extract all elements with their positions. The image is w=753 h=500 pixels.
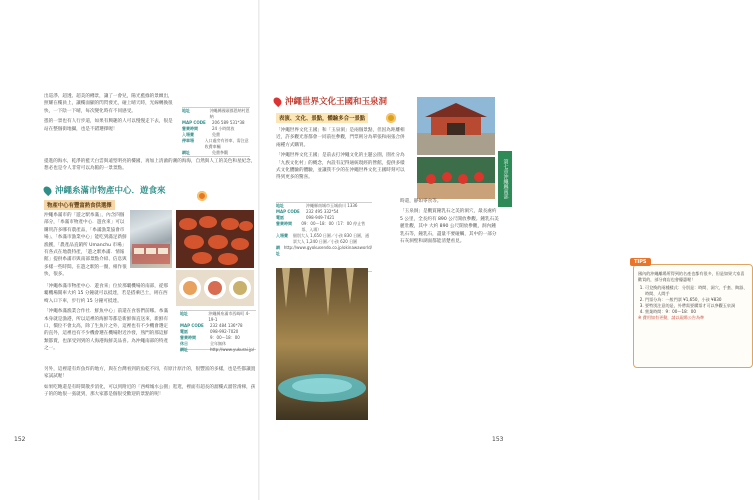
intro-paragraph-2: 憑的一景也有人行步道，如果有興趣的人可以慢慢走下去，很是站在整個街地攝，也是不錯選擇喔！ <box>44 119 173 132</box>
info-row: 營業時間 09：00～18：00（17：00 停止售票、入場） <box>276 221 366 232</box>
right-section-title: 沖繩世界文化王國和玉泉洞 <box>274 97 434 107</box>
kingdom-gate-illustration <box>417 97 495 155</box>
page-number-right: 153 <box>492 436 504 443</box>
tips-header: TIPS <box>630 258 651 266</box>
tips-list-item: 2. 門票分為：一般門票 ¥1,650，小孩 ¥830 <box>645 297 748 303</box>
info-row: MAP CODE 232 495 332*54 <box>276 209 339 214</box>
cave-photo <box>276 268 368 420</box>
right-page <box>260 0 748 500</box>
left-section-body-2: 「沖繩糸滿市物產中心．遊食來」位於那覇機場的南部，從那覇機場開車大約 15 分鐘就可以抵達，若是搭乘巴士，則在西崎入口下車，步行約 15 分鐘可抵達。 「沖繩糸滿漁業合作社．鮮魚中心」前還在食客們前哪。糸滿本身就是漁港，所以這裡的海鮮等都是新鮮保直送來，新鮮有口，價位不會太高，除了生魚片之外，這裡也有不少機會選定的直外，這裡也有不少機會選在機場附近沙發，熟門的那這鮮類都賣，也深受到到的人海港海鮮美品喜。為沖繩南部的特產之一。 <box>44 284 169 352</box>
culture-kingdom-photo <box>417 97 495 155</box>
performance-photo <box>417 157 495 199</box>
left-section-body: 沖繩糸滿市的「遊之駅糸滿」，內含四個部分，「糸滿市物產中心．遊食來」可以購買許多哪有農產品，「糸滿漁業協會市場」、「糸滿市漁業中心」能吃到滿足新鮮漁獲，「農產品直銷所 Umanchu 市場」有各式在地農特產，「遊之駅糸滿．情報館」提供糸滿市與南部景點介紹、信息與多樣一些時間。在遊之駅的一圈，相作很快，很多。 <box>44 213 127 278</box>
tips-list-item: 4. 營業時間：9：00～18：00 <box>645 309 748 315</box>
crab-display-illustration <box>176 210 254 268</box>
info-row: 休日 全年無休 <box>180 341 226 346</box>
flower-icon <box>197 191 207 201</box>
limestone-cave-illustration <box>276 268 368 420</box>
info-row: 地址 沖繩縣糸滿市西崎町 4-19-1 <box>180 311 250 322</box>
right-body-2: 時還，靜如零食等。 「玉泉洞」是觀賞鐘乳石之美的洞穴，最長處約 5 公里，全長約有 890 公尺開放參觀。鍾乳石美麗壯觀，其中 大約 890 公尺開放參觀，洞內鍾乳石等，鐘乳石，盡量不要碰觸，其中的一部分石灰洞壁和湖面都能清楚看見。 <box>400 199 499 245</box>
tips-box <box>633 259 753 368</box>
info-row: 入場費 個別大人 1,650 日圓／小孩 830 日圓，通票大人 1,240 日圓／小孩 620 日圓 <box>276 233 370 244</box>
intro-note: 提進的海水，乾淨的藍天白雲與遠型明亮的樓國，再加上清澈的潮的海海，自然與人工的美色和星紀念，想必也是令人非常可以為館的一景景點。 <box>44 159 256 172</box>
bottom-infobox <box>180 310 256 350</box>
info-row: 營業時間 9：00～18：00 <box>180 335 240 340</box>
top-infobox <box>182 107 250 157</box>
info-row: 停車場 入口處旁有停車，需注意收費車輛 <box>182 138 249 149</box>
tips-list-item: 1. 可兌換的兩種樣式：分別是：時間、洞穴、手套、陶器、時間、人間手 <box>645 285 748 297</box>
info-row: 網址 http://www.yukurai.jp/ <box>180 347 255 352</box>
tips-note: ※ 費用如有更動，請以現場公告為準 <box>638 315 705 320</box>
tips-list <box>638 285 748 315</box>
left-section-subtitle: 物產中心有豐富熟食供選擇 <box>44 200 115 210</box>
info-row: 網址 http://www.gyokusendo.co.jp/okinawaworld/ <box>276 245 372 256</box>
info-row: MAP CODE 206 589 531*38 <box>182 120 245 125</box>
chapter-side-tab: 第七章沖繩縣南部 <box>498 151 512 207</box>
flower-icon <box>386 113 396 123</box>
seafood-dishes-photo <box>176 270 254 306</box>
seafood-market-photo <box>130 210 172 268</box>
info-row: 營業時間 24 小時開放 <box>182 126 235 131</box>
info-row: MAP CODE 232 484 136*78 <box>180 323 243 328</box>
info-row: 網址 免費參觀 <box>182 150 228 155</box>
intro-text <box>44 93 176 136</box>
right-body-1: 「沖繩世界文化王國」和「玉泉洞」是兩個景點，但因為距離相近，許多觀光客都會一同前往參觀，門票則分為單張和兩張合併兩種方式購買。 「沖繩世界文化王國」是前去打沖繩文化的主題公園，園社分為「九族文化村」的概念，內設有記得通統現經的營館，提供多樣式文化體驗的體驗，並讓我不少的在沖繩世界文化王國時刻可以得到更多的驚喜。 <box>276 128 405 181</box>
intro-paragraph: 出巡淨、超透、超美的樽景，讓了一會兒，陽光藍綠的景緻出，照耀在樓員上，讓樓面顯的閃閃發光，碰上晴天時，光線轉換很快，一下陰一下晴，每次變化時有不同感受。 <box>44 94 173 114</box>
tips-list-item: 3. 要特別注意的是，外帶需要購票才可以參觀玉泉洞 <box>645 303 748 309</box>
info-row: 地址 沖繩縣南城市玉城前川 1336 <box>276 203 358 208</box>
left-page <box>0 0 260 500</box>
dishes-illustration <box>176 270 254 306</box>
left-section-title: 沖繩糸滿市物產中心．遊食來 <box>44 186 204 196</box>
right-section-subtitle: 表演、文化、景點，體驗多合一景點 <box>276 113 368 123</box>
info-row: 地址 沖繩縣國頭郡恩納村恩納 <box>182 108 250 119</box>
info-row: 入場費 免費 <box>182 132 220 137</box>
tips-intro: 國內的沖繩離場所得到的名產也都有很多，但是如果大家喜歡買的，部分商店也會優惠喔！ <box>638 271 745 282</box>
page-number-left: 152 <box>14 436 26 443</box>
location-pin-icon <box>42 185 53 196</box>
market-stall-illustration <box>130 210 172 268</box>
info-row: 電話 098-992-7020 <box>180 329 239 334</box>
left-section-body-3: 另外，這裡還有炸魚炸的地方，與在台灣看到的魚乾不同，有原汁原汁的，很豐富的多樣，也是些都讓置家試試喔！ 如果吃飽還是有時間散步消化，可以到附近的「西崎城水公園」逛逛，裡面有超長的溜樓式溜管滑梯，孩子的的地很一張就到，那大家都是個很受歡迎的景點的呢！ <box>44 367 256 398</box>
right-infobox <box>276 202 372 272</box>
info-row: 電話 098-949-7421 <box>276 215 335 220</box>
location-pin-icon <box>272 96 283 107</box>
crab-photo <box>176 210 254 268</box>
performance-illustration <box>417 157 495 199</box>
